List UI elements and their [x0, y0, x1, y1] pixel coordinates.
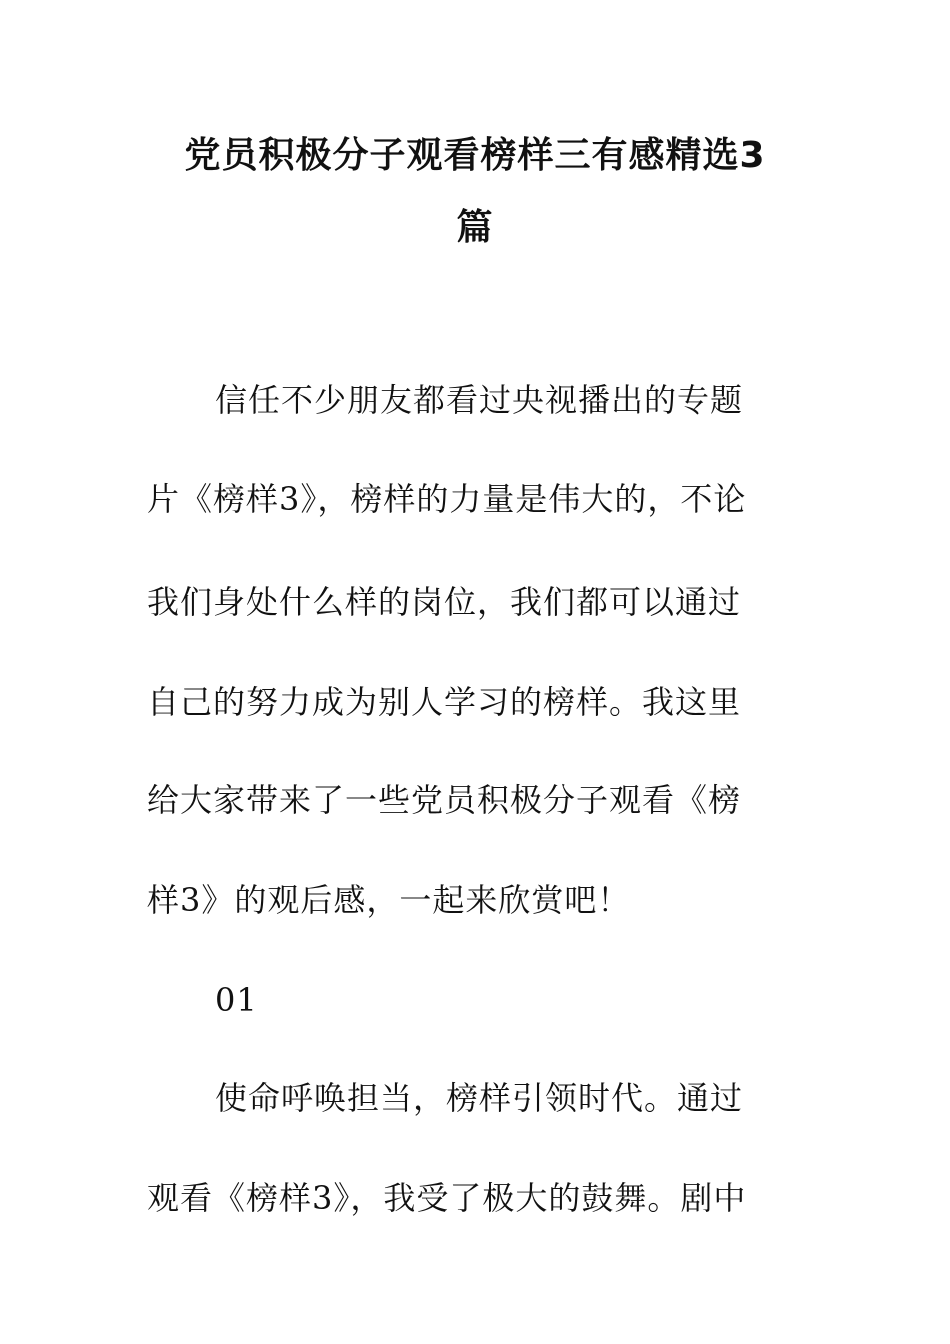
- paragraph-line-6: 样3》的观后感，一起来欣赏吧！: [147, 881, 631, 919]
- paragraph-line-1: 信任不少朋友都看过央视播出的专题: [215, 381, 744, 419]
- section-number: 01: [215, 981, 258, 1019]
- document-title-line-2: 篇: [456, 207, 494, 248]
- paragraph-line-5: 给大家带来了一些党员积极分子观看《榜: [147, 781, 742, 819]
- paragraph-line-4: 自己的努力成为别人学习的榜样。我这里: [147, 683, 742, 721]
- document-title-line-1: 党员积极分子观看榜样三有感精选3: [184, 135, 766, 176]
- paragraph-line-7: 使命呼唤担当，榜样引领时代。通过: [215, 1079, 744, 1117]
- paragraph-line-8: 观看《榜样3》，我受了极大的鼓舞。剧中: [147, 1179, 747, 1217]
- paragraph-line-3: 我们身处什么样的岗位，我们都可以通过: [147, 583, 742, 621]
- paragraph-line-2: 片《榜样3》，榜样的力量是伟大的，不论: [147, 480, 747, 518]
